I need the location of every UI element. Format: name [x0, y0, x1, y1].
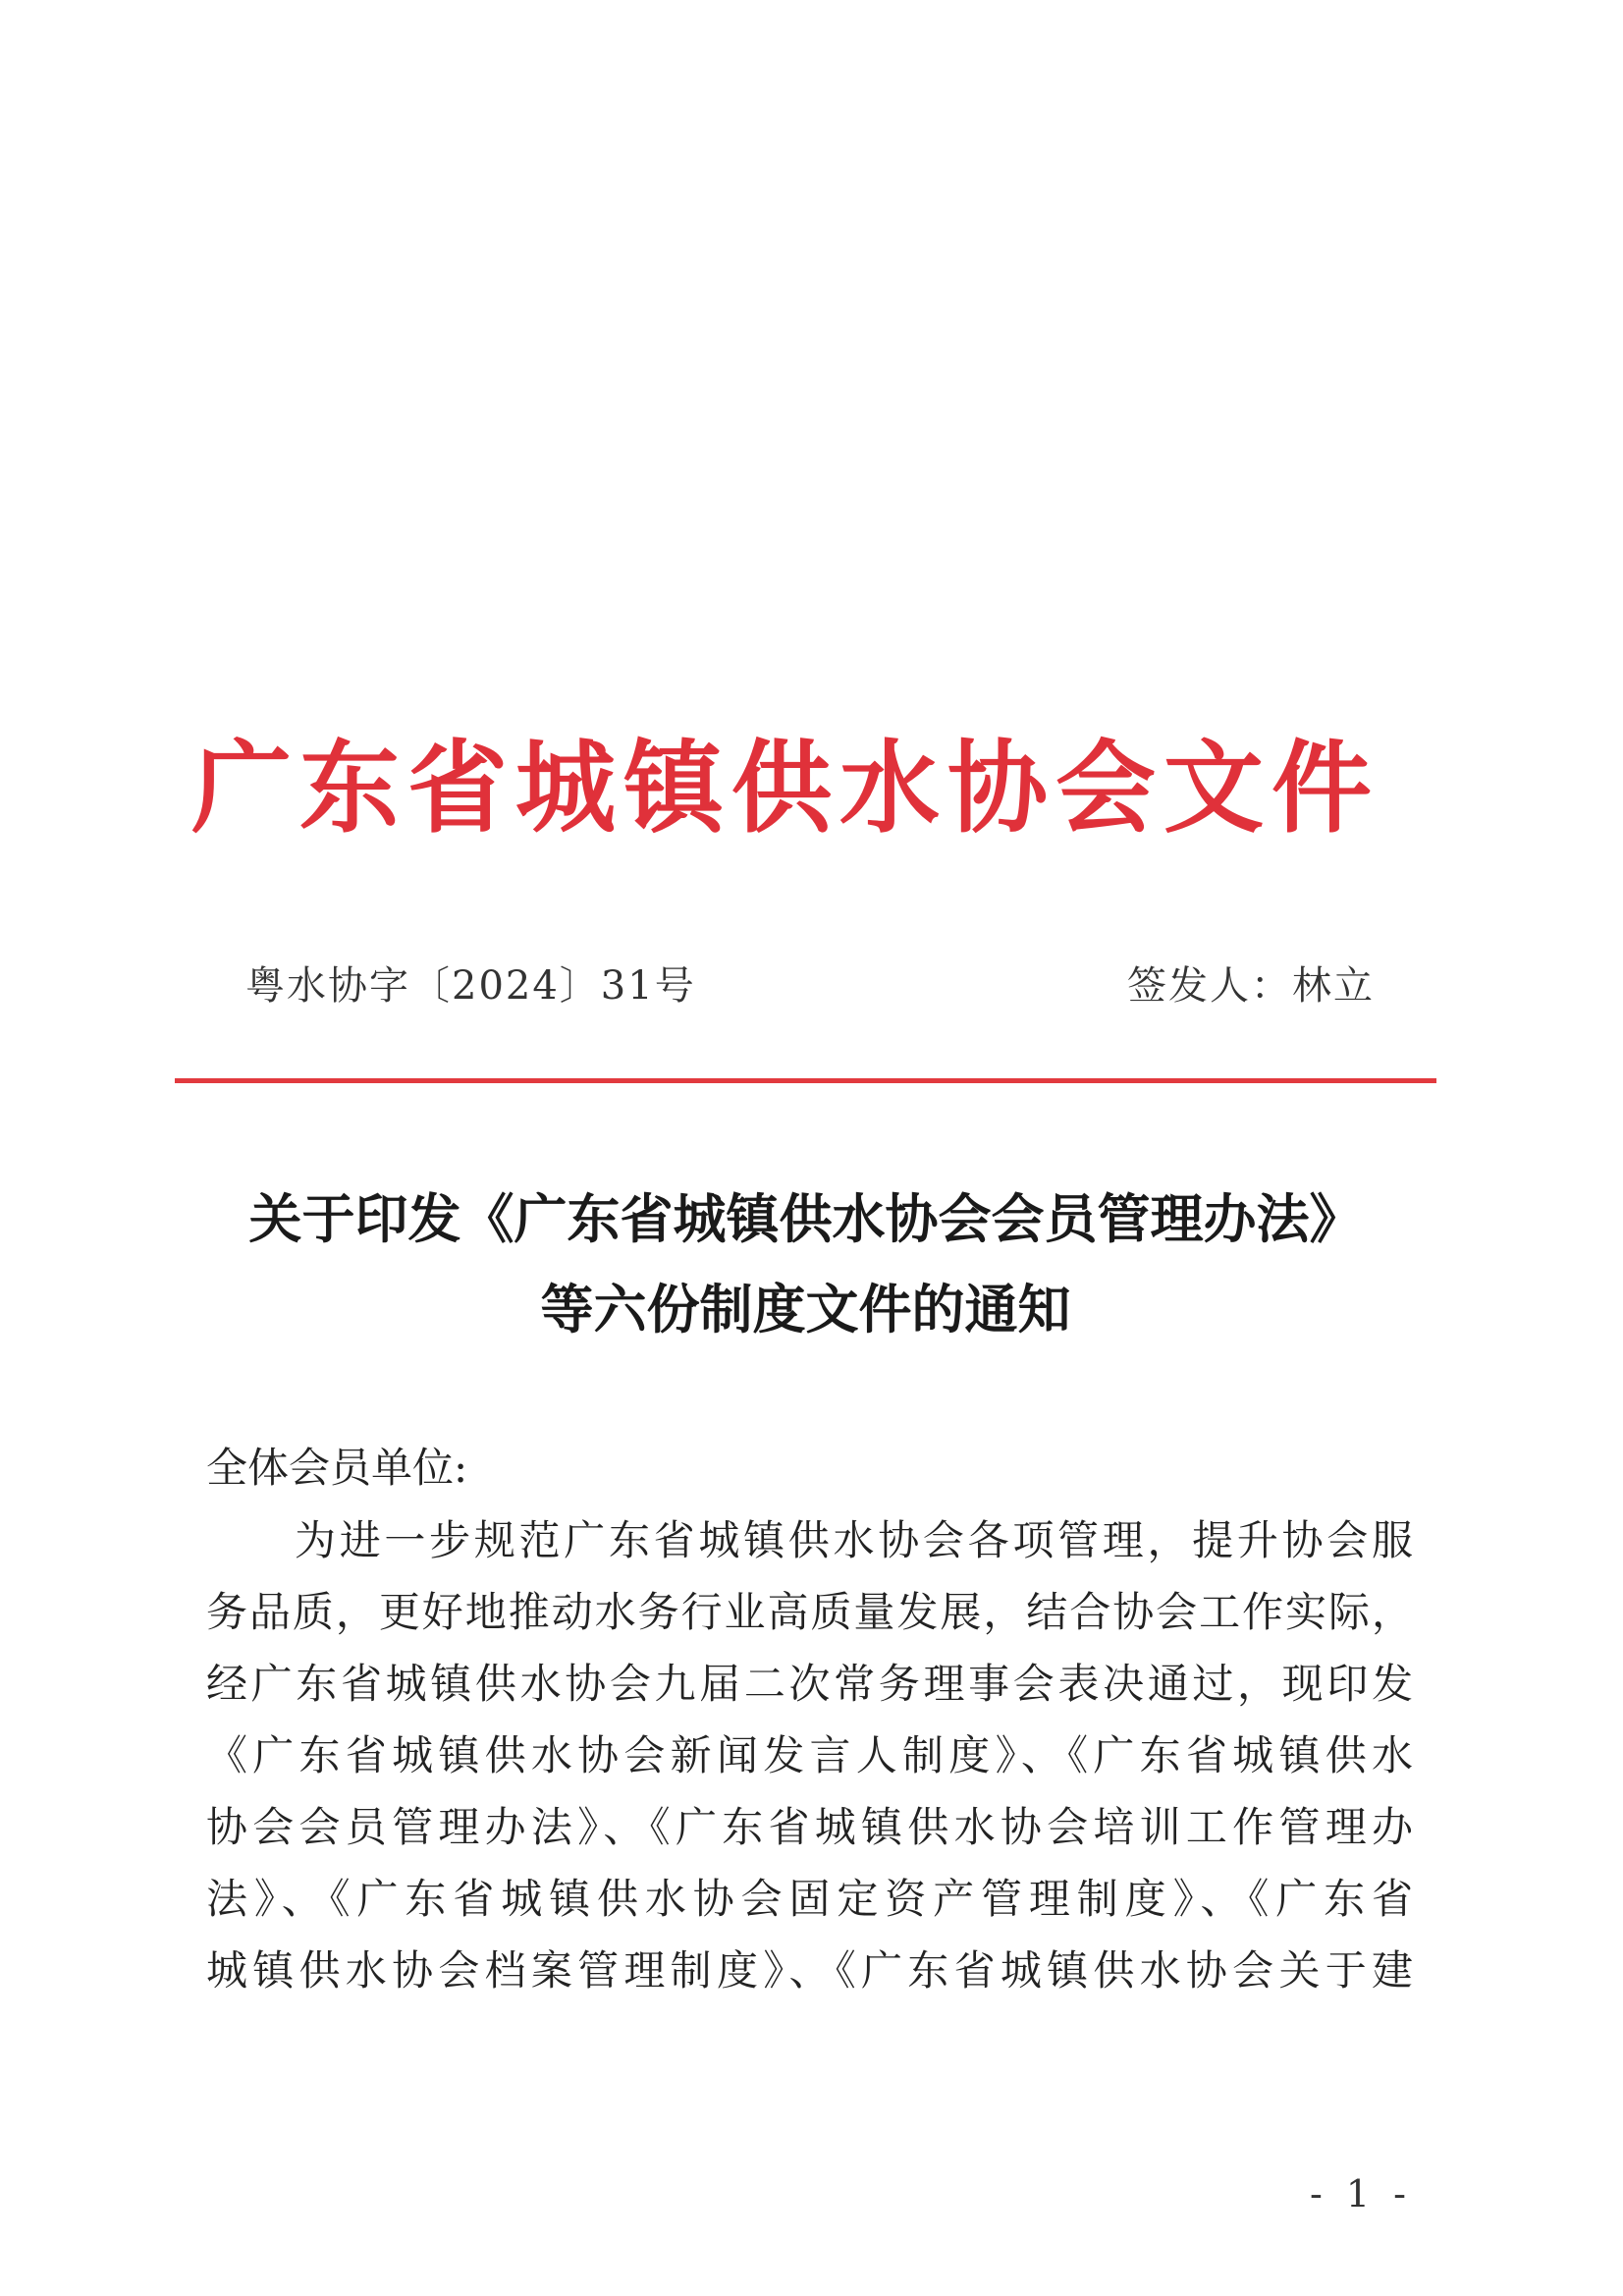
notice-title [175, 1175, 1436, 1355]
notice-title-line-2: 等六份制度文件的通知 [540, 1279, 1071, 1340]
body-line: 协会会员管理办法》、《广东省城镇供水协会培训工作管理办 [206, 1803, 1414, 1851]
body-line: 《广东省城镇供水协会新闻发言人制度》、《广东省城镇供水 [206, 1731, 1414, 1779]
notice-title-line-1: 关于印发《广东省城镇供水协会会员管理办法》 [248, 1188, 1363, 1250]
page-number: - 1 - [1309, 2172, 1412, 2215]
document-number: 粤水协字〔2024〕31号 [245, 963, 696, 1009]
body-line: 为进一步规范广东省城镇供水协会各项管理，提升协会服 [295, 1516, 1414, 1564]
document-meta-row [245, 955, 1404, 1013]
masthead-title: 广东省城镇供水协会文件 [191, 730, 1380, 847]
issuer-signature: 签发人：林立 [1127, 963, 1375, 1009]
red-divider-rule [175, 1078, 1436, 1083]
body-line: 城镇供水协会档案管理制度》、《广东省城镇供水协会关于建 [206, 1946, 1414, 1995]
salutation: 全体会员单位: [206, 1444, 468, 1492]
body-line: 务品质，更好地推动水务行业高质量发展，结合协会工作实际， [206, 1588, 1414, 1636]
body-paragraph [206, 1504, 1414, 2006]
body-line: 法》、《广东省城镇供水协会固定资产管理制度》、《广东省 [206, 1875, 1414, 1923]
body-line: 经广东省城镇供水协会九届二次常务理事会表决通过，现印发 [206, 1660, 1414, 1708]
